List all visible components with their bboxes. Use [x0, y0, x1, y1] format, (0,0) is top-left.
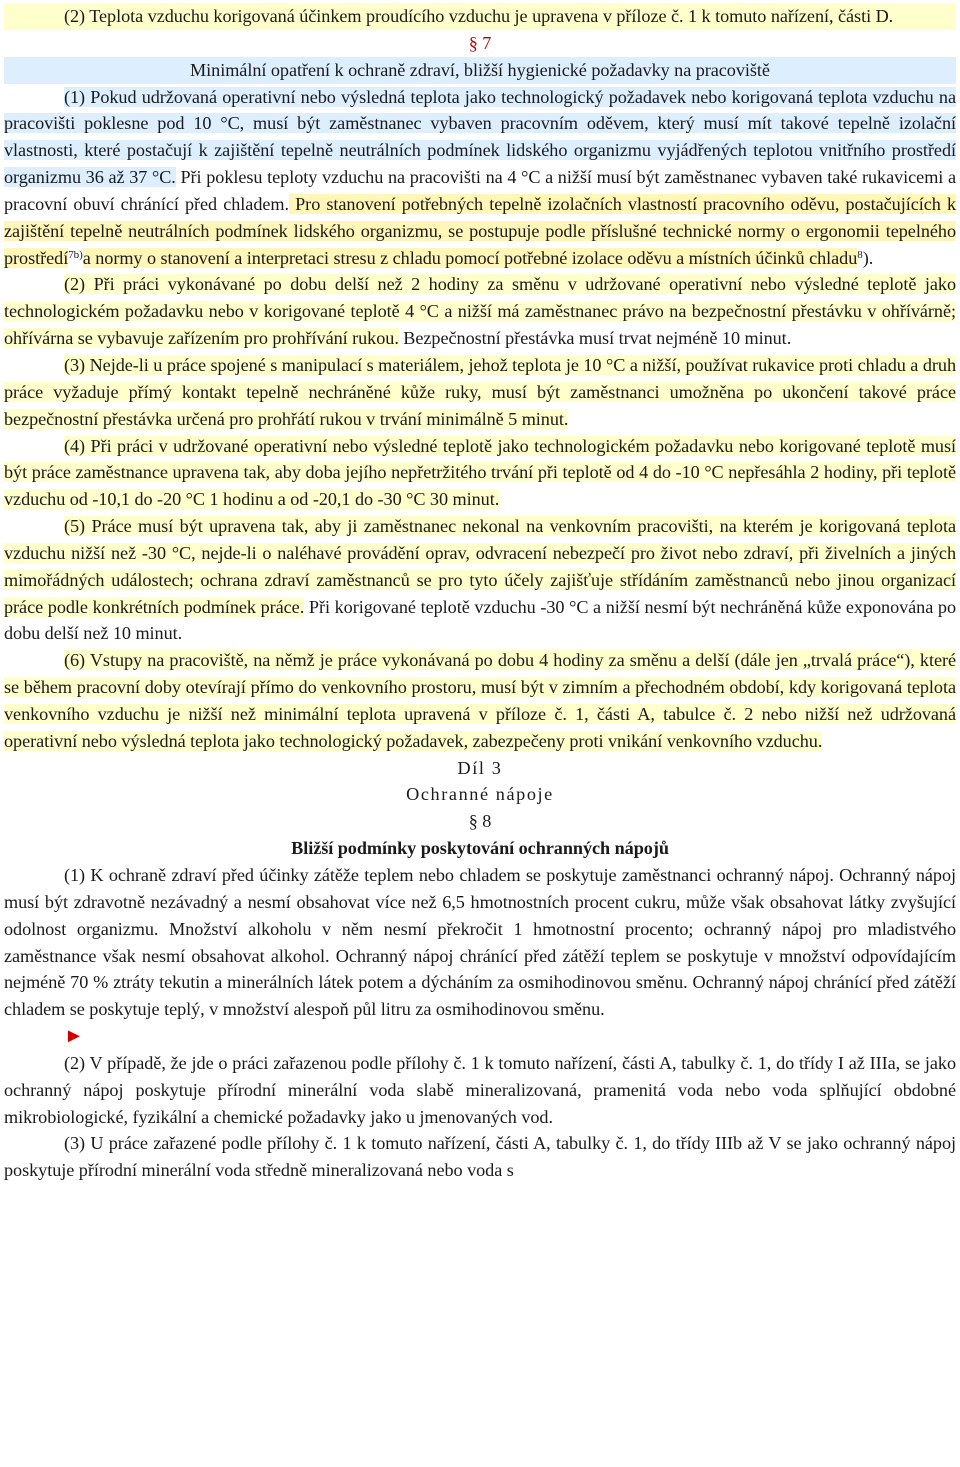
- red-arrow-icon: ►: [64, 1025, 84, 1048]
- section-8-number: § 8: [468, 811, 492, 832]
- section-7-heading: Minimální opatření k ochraně zdraví, bližší hygienické požadavky na pracoviště: [4, 57, 956, 84]
- amendment-marker: [4, 1023, 956, 1050]
- prev-paragraph: (2) Teplota vzduchu korigovaná účinkem proudícího vzduchu je upravena v příloze č. 1 k tomuto nařízení, části D.: [4, 3, 956, 30]
- s8-paragraph-2: (2) V případě, že jde o práci zařazenou podle přílohy č. 1 k tomuto nařízení, části A, tabulky č. 1, do třídy I až IIIa, se jako ochranný nápoj poskytuje přírodní minerální voda slabě mineralizovaná, pramenitá voda nebo voda splňující obdobné mikrobiologické, fyzikální a chemické požadavky jako u jmenovaných vod.: [4, 1052, 956, 1127]
- s8-paragraph-3: (3) U práce zařazené podle přílohy č. 1 k tomuto nařízení, části A, tabulky č. 1, do třídy IIIb až V se jako ochranný nápoj poskytuje přírodní minerální voda středně mineralizovaná nebo voda s: [4, 1133, 956, 1181]
- part-3-title: Díl 3: [457, 757, 503, 778]
- s7-paragraph-2: (2) Při práci vykonávané po dobu delší než 2 hodiny za směnu v udržované operativní nebo výsledné teplotě jako technologickém požadavku nebo v korigované teplotě 4 °C a nižší má zaměstnanec právo na bezpečnostní přestávku v ohřívárně; ohřívárna se vybavuje zařízením pro prohřívání rukou. Bezpečnostní přestávka musí trvat nejméně 10 minut.: [4, 274, 956, 349]
- section-7-number: § 7: [468, 32, 492, 53]
- part-3-subtitle: Ochranné nápoje: [406, 784, 554, 805]
- section-8-heading: Bližší podmínky poskytování ochranných nápojů: [291, 838, 669, 859]
- s7-paragraph-3: (3) Nejde-li u práce spojené s manipulací s materiálem, jehož teplota je 10 °C a nižší, používat rukavice proti chladu a druh práce vyžaduje přímý kontakt tepelně nechráněné kůže ruky, musí být zaměstnanci umožněna po ukončení takové práce bezpečnostní přestávka určená pro prohřátí rukou v trvání minimálně 5 minut.: [4, 354, 956, 429]
- s8-paragraph-1: (1) K ochraně zdraví před účinky zátěže teplem nebo chladem se poskytuje zaměstnanci ochranný nápoj. Ochranný nápoj musí být zdravotně nezávadný a nesmí obsahovat více než 6,5 hmotnostních procent cukru, může však obsahovat látky zvyšující odolnost organizmu. Množství alkoholu v něm nesmí překročit 1 hmotnostní procento; ochranný nápoj pro mladistvého zaměstnance však nesmí obsahovat alkohol. Ochranný nápoj chránící před zátěží teplem se poskytuje v množství odpovídajícím nejméně 70 % ztráty tekutin a minerálních látek potem a dýcháním za osmihodinovou směnu. Ochranný nápoj chránící před zátěží chladem se poskytuje teplý, v množství alespoň půl litru za osmihodinovou směnu.: [4, 865, 956, 1020]
- s7-paragraph-4: (4) Při práci v udržované operativní nebo výsledné teplotě jako technologickém požadavku nebo korigované teplotě musí být práce zaměstnance upravena tak, aby doba jejího nepřetržitého trvání při teplotě od 4 do -10 °C nepřesáhla 2 hodiny, při teplotě vzduchu od -10,1 do -20 °C 1 hodinu a od -20,1 do -30 °C 30 minut.: [4, 435, 956, 510]
- s7-paragraph-6: (6) Vstupy na pracoviště, na němž je práce vykonávaná po dobu 4 hodiny za směnu a delší (dále jen „trvalá práce“), které se během pracovní doby otevírají přímo do venkovního prostoru, musí být v zimním a přechodném období, kdy korigovaná teplota venkovního vzduchu je nižší než minimální teplota upravená v příloze č. 1, části A, tabulce č. 2 nebo nižší než udržovaná operativní nebo výsledná teplota jako technologický požadavek, zabezpečeny proti vnikání venkovního vzduchu.: [4, 650, 956, 751]
- s7-paragraph-5: (5) Práce musí být upravena tak, aby ji zaměstnanec nekonal na venkovním pracovišti, na kterém je korigovaná teplota vzduchu nižší než -30 °C, nejde-li o naléhavé provádění oprav, odvracení nebezpečí pro život nebo zdraví, při živelních a jiných mimořádných událostech; ochrana zdraví zaměstnanců se pro tyto účely zajišťuje střídáním zaměstnanců nebo jinou organizací práce podle konkrétních podmínek práce. Při korigované teplotě vzduchu -30 °C a nižší nesmí být nechráněná kůže exponována po dobu delší než 10 minut.: [4, 516, 956, 644]
- s7-paragraph-1: (1) Pokud udržovaná operativní nebo výsledná teplota jako technologický požadavek nebo korigovaná teplota vzduchu na pracovišti poklesne pod 10 °C, musí být zaměstnanec vybaven pracovním oděvem, který musí mít takové tepelně izolační vlastnosti, které postačují k zajištění tepelně neutrálních podmínek lidského organizmu vyjádřených teplotou vnitřního prostředí organizmu 36 až 37 °C. Při poklesu teploty vzduchu na pracovišti na 4 °C a nižší musí být zaměstnanec vybaven také rukavicemi a pracovní obuví chránící před chladem. Pro stanovení potřebných tepelně izolačních vlastností pracovního oděvu, postačujících k zajištění tepelně neutrálních podmínek lidského organizmu, se postupuje podle příslušné technické normy o ergonomii tepelného prostředí$^{7b)}$a normy o stanovení a interpretaci stresu z chladu pomocí potřebné izolace oděvu a místních účinků chladu$^8$).: [4, 86, 957, 268]
